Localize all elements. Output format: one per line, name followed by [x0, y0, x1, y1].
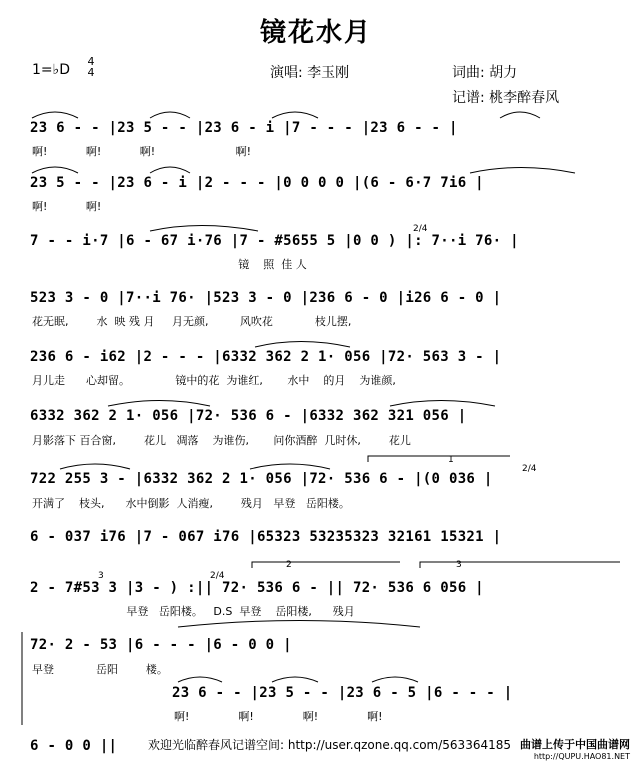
slur-arc — [150, 226, 258, 232]
slur-arc — [178, 621, 420, 628]
slur-arc — [32, 167, 78, 173]
triplet-mark: 3 — [98, 571, 104, 581]
lyric-line-6: 月影落下 百合窗, 花儿 凋落 为谁伤, 问你酒醉 几时休, 花儿 — [32, 434, 411, 447]
time-change-marker-2: 2/4 — [522, 464, 537, 474]
slur-arc — [500, 112, 540, 118]
slur-arc — [250, 464, 330, 469]
time-change-marker: 2/4 — [413, 224, 428, 234]
slur-arc — [32, 112, 78, 118]
slur-arc — [60, 464, 130, 469]
slur-arc — [372, 677, 418, 682]
slur-arc — [178, 677, 222, 682]
lyric-line-3: 镜 照 佳 人 — [32, 258, 307, 271]
key-signature: 1=♭D — [32, 62, 71, 78]
lyric-line-11: 啊! 啊! 啊! 啊! — [174, 710, 383, 723]
score-line-9: 2 - 7#53 3 |3 - ) :|| 72· 536 6 - || 72· 536 6 056 | — [30, 580, 484, 596]
score-line-6: 6332 362 2 1· 056 |72· 536 6 - |6332 362 321 056 | — [30, 408, 467, 424]
slur-arc — [272, 677, 318, 682]
slur-arc — [150, 167, 190, 173]
time-signature-top: 4 — [87, 55, 95, 68]
footer-text: 欢迎光临醉春风记谱空间: http://user.qzone.qq.com/563364185 — [148, 738, 512, 752]
volta-bracket — [420, 562, 620, 568]
score-line-2: 23 5 - - |23 6 - i |2 - - - |0 0 0 0 |(6 - 6·7 7i6 | — [30, 175, 484, 191]
composer-credit: 词曲: 胡力 — [452, 65, 518, 81]
singer-credit: 演唱: 李玉刚 — [270, 65, 350, 81]
slur-arc — [272, 112, 318, 118]
score-line-11: 23 6 - - |23 5 - - |23 6 - 5 |6 - - - | — [172, 685, 513, 701]
volta-1-label: 1 — [448, 455, 454, 465]
lyric-line-7: 开满了 枝头, 水中倒影 人消瘦, 残月 早登 岳阳楼。 — [32, 497, 350, 510]
slur-arc — [470, 168, 575, 174]
watermark-url: http://QUPU.HAO81.NET — [533, 752, 630, 761]
score-line-4: 523 3 - 0 |7··i 76· |523 3 - 0 |236 6 - 0 |i26 6 - 0 | — [30, 290, 502, 306]
slur-arc — [108, 401, 210, 407]
time-signature-bottom: 4 — [87, 66, 95, 79]
score-title: 镜花水月 — [259, 18, 372, 48]
volta-bracket — [252, 562, 400, 568]
volta-bracket — [368, 456, 510, 462]
lyric-line-4: 花无眠, 水 映 残 月 月无颜, 风吹花 枝儿摆, — [32, 315, 352, 328]
lyric-line-10: 早登 岳阳 楼。 — [32, 663, 168, 676]
score-line-1: 23 6 - - |23 5 - - |23 6 - i |7 - - - |23 6 - - | — [30, 120, 458, 136]
score-line-7: 722 255 3 - |6332 362 2 1· 056 |72· 536 6 - |(0 036 | — [30, 471, 493, 487]
score-line-10: 72· 2 - 53 |6 - - - |6 - 0 0 | — [30, 637, 292, 653]
time-signature — [86, 56, 96, 78]
lyric-line-1: 啊! 啊! 啊! 啊! — [32, 145, 251, 158]
lyric-line-5: 月儿走 心却留。 镜中的花 为谁红, 水中 的月 为谁颜, — [32, 374, 396, 387]
transcriber-credit: 记谱: 桃李醉春风 — [452, 90, 560, 106]
volta-3-label: 3 — [456, 560, 462, 570]
score-line-3: 7 - - i·7 |6 - 67 i·76 |7 - #5655 5 |0 0 ) |: 7··i 76· | — [30, 233, 519, 249]
slur-arc — [255, 342, 350, 348]
score-line-12: 6 - 0 0 || — [30, 738, 118, 754]
score-line-8: 6 - 037 i76 |7 - 067 i76 |65323 53235323 32161 15321 | — [30, 529, 502, 545]
lyric-line-2: 啊! 啊! — [32, 200, 102, 213]
slur-arc — [390, 401, 495, 407]
score-line-5: 236 6 - i62 |2 - - - |6332 362 2 1· 056 |72· 563 3 - | — [30, 349, 502, 365]
time-change-marker-3: 2/4 — [210, 571, 225, 581]
slur-arc — [150, 112, 190, 118]
lyric-line-9: 早登 岳阳楼。 D.S 早登 岳阳楼, 残月 — [32, 605, 355, 618]
volta-2-label: 2 — [286, 560, 292, 570]
watermark-text: 曲谱上传于中国曲谱网 — [520, 738, 630, 751]
